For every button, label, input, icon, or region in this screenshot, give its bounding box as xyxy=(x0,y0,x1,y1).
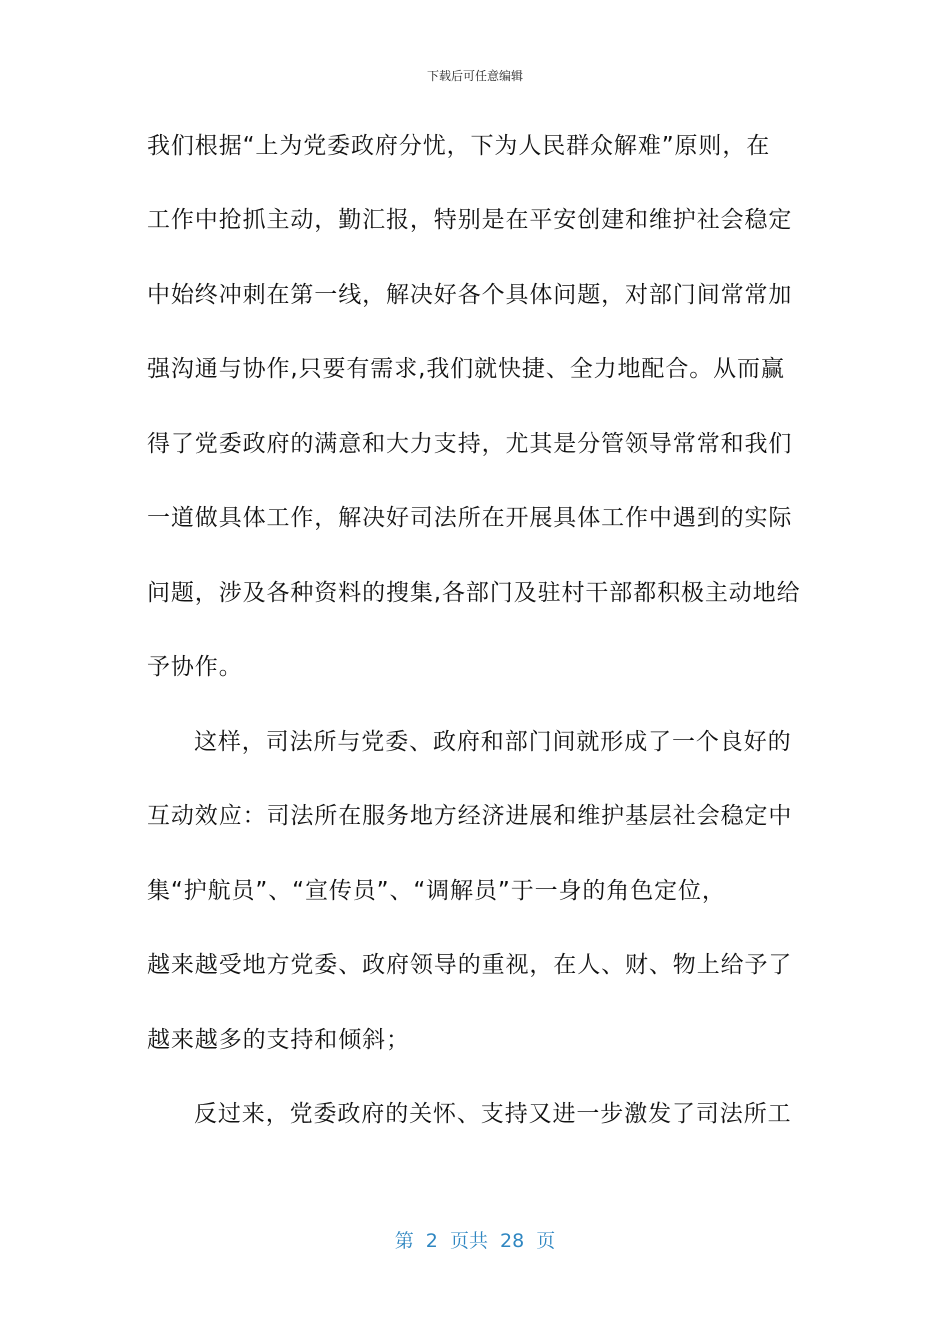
paragraph-line: 越来越受地方党委、政府领导的重视，在人、财、物上给予了 xyxy=(147,952,793,978)
paragraph-line: 越来越多的支持和倾斜； xyxy=(147,1027,410,1053)
paragraph-line: 工作中抢抓主动，勤汇报，特别是在平安创建和维护社会稳定 xyxy=(147,207,793,233)
paragraph-line: 我们根据“上为党委政府分忧，下为人民群众解难”原则，在 xyxy=(147,133,771,159)
page-number-footer: 第 2 页共 28 页 xyxy=(394,1230,556,1252)
paragraph-line: 得了党委政府的满意和大力支持，尤其是分管领导常常和我们 xyxy=(147,431,793,457)
paragraph-line: 问题，涉及各种资料的搜集,各部门及驻村干部都积极主动地给 xyxy=(147,580,801,606)
paragraph-line: 予协作。 xyxy=(147,654,243,680)
paragraph-line: 集“护航员”、“宣传员”、“调解员”于一身的角色定位， xyxy=(147,878,726,904)
paragraph-line: 中始终冲刺在第一线，解决好各个具体问题，对部门间常常加 xyxy=(147,282,793,308)
paragraph-line: 一道做具体工作，解决好司法所在开展具体工作中遇到的实际 xyxy=(147,505,793,531)
paragraph-first-line: 反过来，党委政府的关怀、支持又进一步激发了司法所工 xyxy=(194,1101,792,1127)
paragraph-first-line: 这样，司法所与党委、政府和部门间就形成了一个良好的 xyxy=(194,729,792,755)
paragraph-line: 互动效应：司法所在服务地方经济进展和维护基层社会稳定中 xyxy=(147,803,793,829)
paragraph-line: 强沟通与协作,只要有需求,我们就快捷、全力地配合。从而赢 xyxy=(147,356,785,382)
page-header: 下载后可任意编辑 xyxy=(426,69,523,83)
